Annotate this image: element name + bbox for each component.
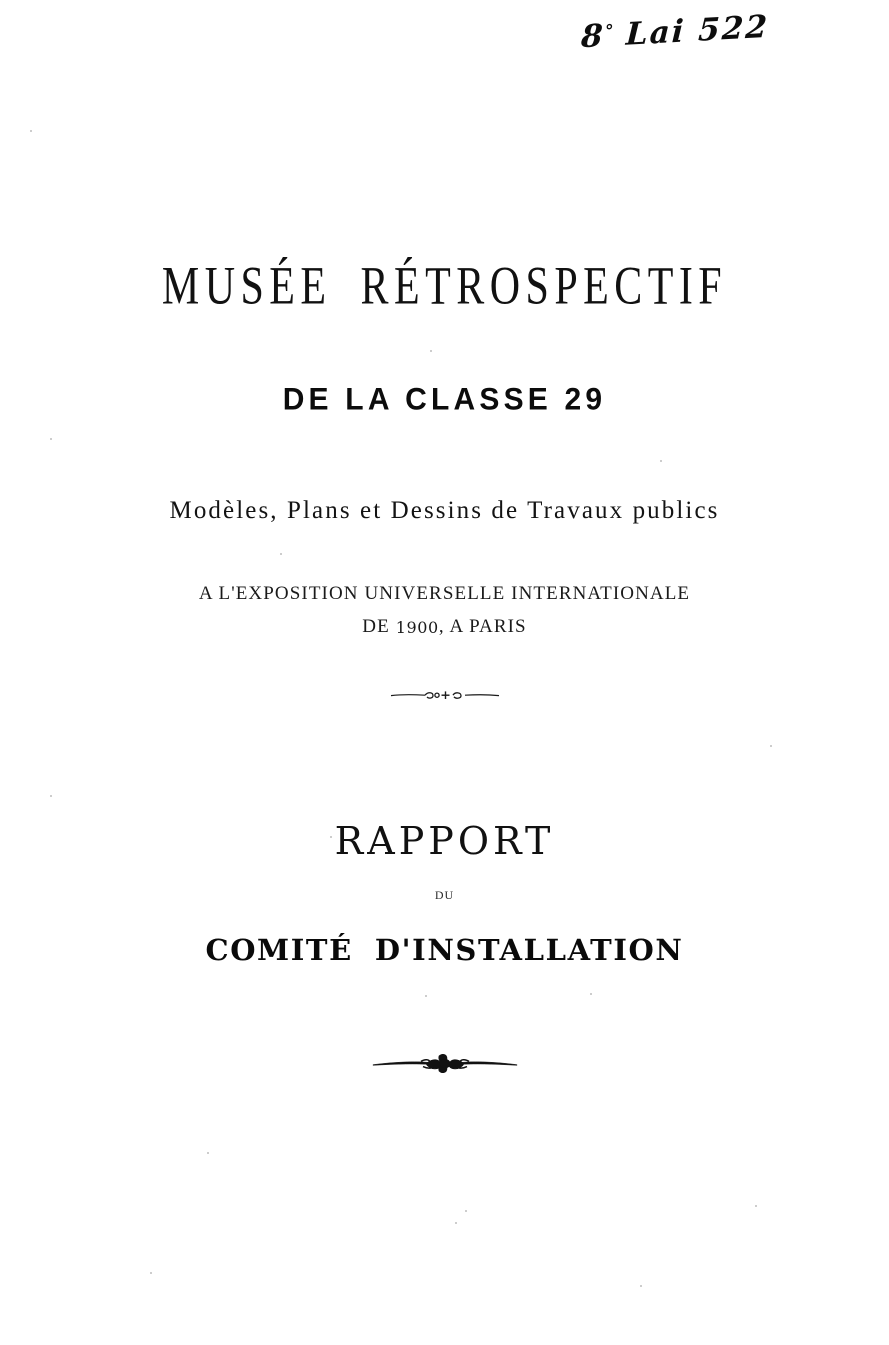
report-of-label: DU (434, 888, 455, 902)
shelfmark-value: Lai 522 (625, 8, 770, 53)
shelfmark-degree-icon: ° (604, 21, 614, 42)
report-heading: RAPPORT (334, 819, 555, 863)
exposition-line-1: A L'EXPOSITION UNIVERSELLE INTERNATIONALE (198, 583, 691, 604)
exposition-year: 1900 (395, 617, 439, 637)
scan-speck (50, 438, 52, 440)
scan-speck (280, 553, 282, 555)
title-word-musee: MUSÉE (161, 254, 332, 316)
scan-speck (50, 795, 52, 797)
page-title (71, 254, 818, 316)
scan-speck (30, 130, 32, 132)
scan-speck (455, 1222, 457, 1224)
exposition-year-prefix: DE (362, 615, 396, 637)
scan-speck (150, 1272, 152, 1274)
exposition-block (0, 580, 889, 641)
committee-word-comite: COMITÉ (205, 933, 353, 967)
handwritten-shelfmark (580, 9, 770, 56)
exposition-line-2 (0, 613, 889, 642)
scan-speck (330, 836, 332, 838)
title-word-retrospectif: RÉTROSPECTIF (360, 254, 728, 316)
scan-speck (590, 993, 592, 995)
exposition-city: , A PARIS (438, 615, 527, 637)
scan-speck (207, 1152, 209, 1154)
scan-speck (755, 1205, 757, 1207)
committee-word-installation: D'INSTALLATION (374, 933, 684, 967)
scan-speck (430, 350, 432, 352)
scan-speck (660, 460, 662, 462)
thin-flourish-rule-icon (0, 684, 889, 706)
shelfmark-prefix: 8 (580, 17, 606, 56)
heavy-knot-rule-icon (0, 1048, 889, 1078)
scan-speck (465, 1210, 467, 1212)
class-subtitle: DE LA CLASSE 29 (282, 382, 607, 417)
scan-speck (770, 745, 772, 747)
scan-speck (640, 1285, 642, 1287)
description-line: Modèles, Plans et Dessins de Travaux publics (169, 497, 720, 524)
scan-speck (425, 995, 427, 997)
committee-heading (0, 933, 889, 967)
